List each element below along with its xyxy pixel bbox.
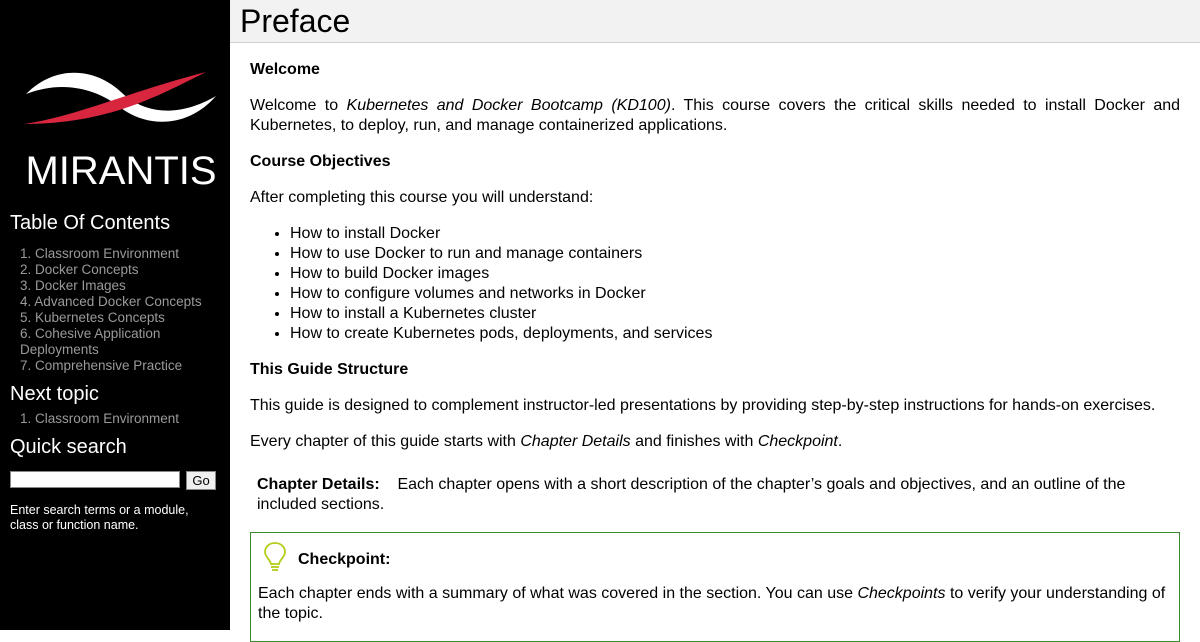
welcome-heading: Welcome xyxy=(250,61,320,78)
checkpoint-text: Each chapter ends with a summary of what was covered in the section. You can use Checkpoints to verify your understanding of the topic. xyxy=(258,585,1166,622)
next-topic-item[interactable] xyxy=(20,411,225,427)
toc-list xyxy=(20,246,225,374)
toc-item[interactable] xyxy=(20,326,180,358)
toc-link[interactable]: 2. Docker Concepts xyxy=(20,262,139,277)
quick-search-heading: Quick search xyxy=(10,436,127,458)
toc-item[interactable] xyxy=(20,294,225,310)
structure-paragraph-1: This guide is designed to complement instructor-led presentations by providing step-by-step instructions for hands-on exercises. xyxy=(250,397,1156,414)
page-title: Preface xyxy=(240,3,351,39)
toc-item[interactable] xyxy=(20,246,225,262)
next-topic-heading: Next topic xyxy=(10,383,99,405)
list-item: • How to configure volumes and networks in Docker xyxy=(290,284,712,304)
course-title: Kubernetes and Docker Bootcamp (KD100) xyxy=(346,97,671,114)
objectives-list xyxy=(250,224,712,344)
page-header xyxy=(230,0,1200,43)
toc-item[interactable] xyxy=(20,310,225,326)
structure-heading: This Guide Structure xyxy=(250,361,409,378)
chapter-details-note: Chapter Details: Each chapter opens with a short description of the chapter’s goals and objectives, and an outline of the included sections. xyxy=(257,476,1126,513)
welcome-paragraph: Welcome to Kubernetes and Docker Bootcamp (KD100). This course covers the critical skills needed to install Docker and Kubernetes, to deploy, run, and manage containerized applications. xyxy=(250,97,1181,134)
checkpoint-label: Checkpoint: xyxy=(298,551,391,568)
toc-item[interactable] xyxy=(20,358,225,374)
next-topic-list xyxy=(20,411,225,427)
toc-link[interactable]: 5. Kubernetes Concepts xyxy=(20,310,165,325)
svg-text:MIRANTIS: MIRANTIS xyxy=(25,149,217,188)
toc-link[interactable]: 7. Comprehensive Practice xyxy=(20,358,183,373)
next-topic-link[interactable]: 1. Classroom Environment xyxy=(20,411,180,426)
toc-link[interactable]: 4. Advanced Docker Concepts xyxy=(20,294,202,309)
toc-link[interactable]: 6. Cohesive Application Deployments xyxy=(20,326,161,357)
search-hint: Enter search terms or a module, class or function name. xyxy=(10,503,189,532)
list-item: • How to build Docker images xyxy=(290,264,712,284)
chapter-details-label: Chapter Details: xyxy=(257,476,380,493)
search-input[interactable] xyxy=(10,471,180,488)
toc-link[interactable]: 3. Docker Images xyxy=(20,278,126,293)
toc-heading: Table Of Contents xyxy=(10,212,171,234)
sidebar xyxy=(0,0,230,630)
toc-item[interactable] xyxy=(20,262,225,278)
list-item: • How to install a Kubernetes cluster xyxy=(290,304,712,324)
go-button[interactable]: Go xyxy=(186,471,216,490)
objectives-intro: After completing this course you will understand: xyxy=(250,189,594,206)
structure-paragraph-2: Every chapter of this guide starts with Chapter Details and finishes with Checkpoint. xyxy=(250,433,843,450)
list-item: • How to use Docker to run and manage containers xyxy=(290,244,712,264)
toc-item[interactable] xyxy=(20,278,225,294)
toc-link[interactable]: 1. Classroom Environment xyxy=(20,246,180,261)
checkpoint-box xyxy=(250,532,1180,642)
lightbulb-icon xyxy=(263,541,287,573)
objectives-heading: Course Objectives xyxy=(250,153,391,170)
mirantis-logo[interactable] xyxy=(18,66,224,188)
list-item: • How to install Docker xyxy=(290,224,712,244)
list-item: • How to create Kubernetes pods, deployments, and services xyxy=(290,324,712,344)
